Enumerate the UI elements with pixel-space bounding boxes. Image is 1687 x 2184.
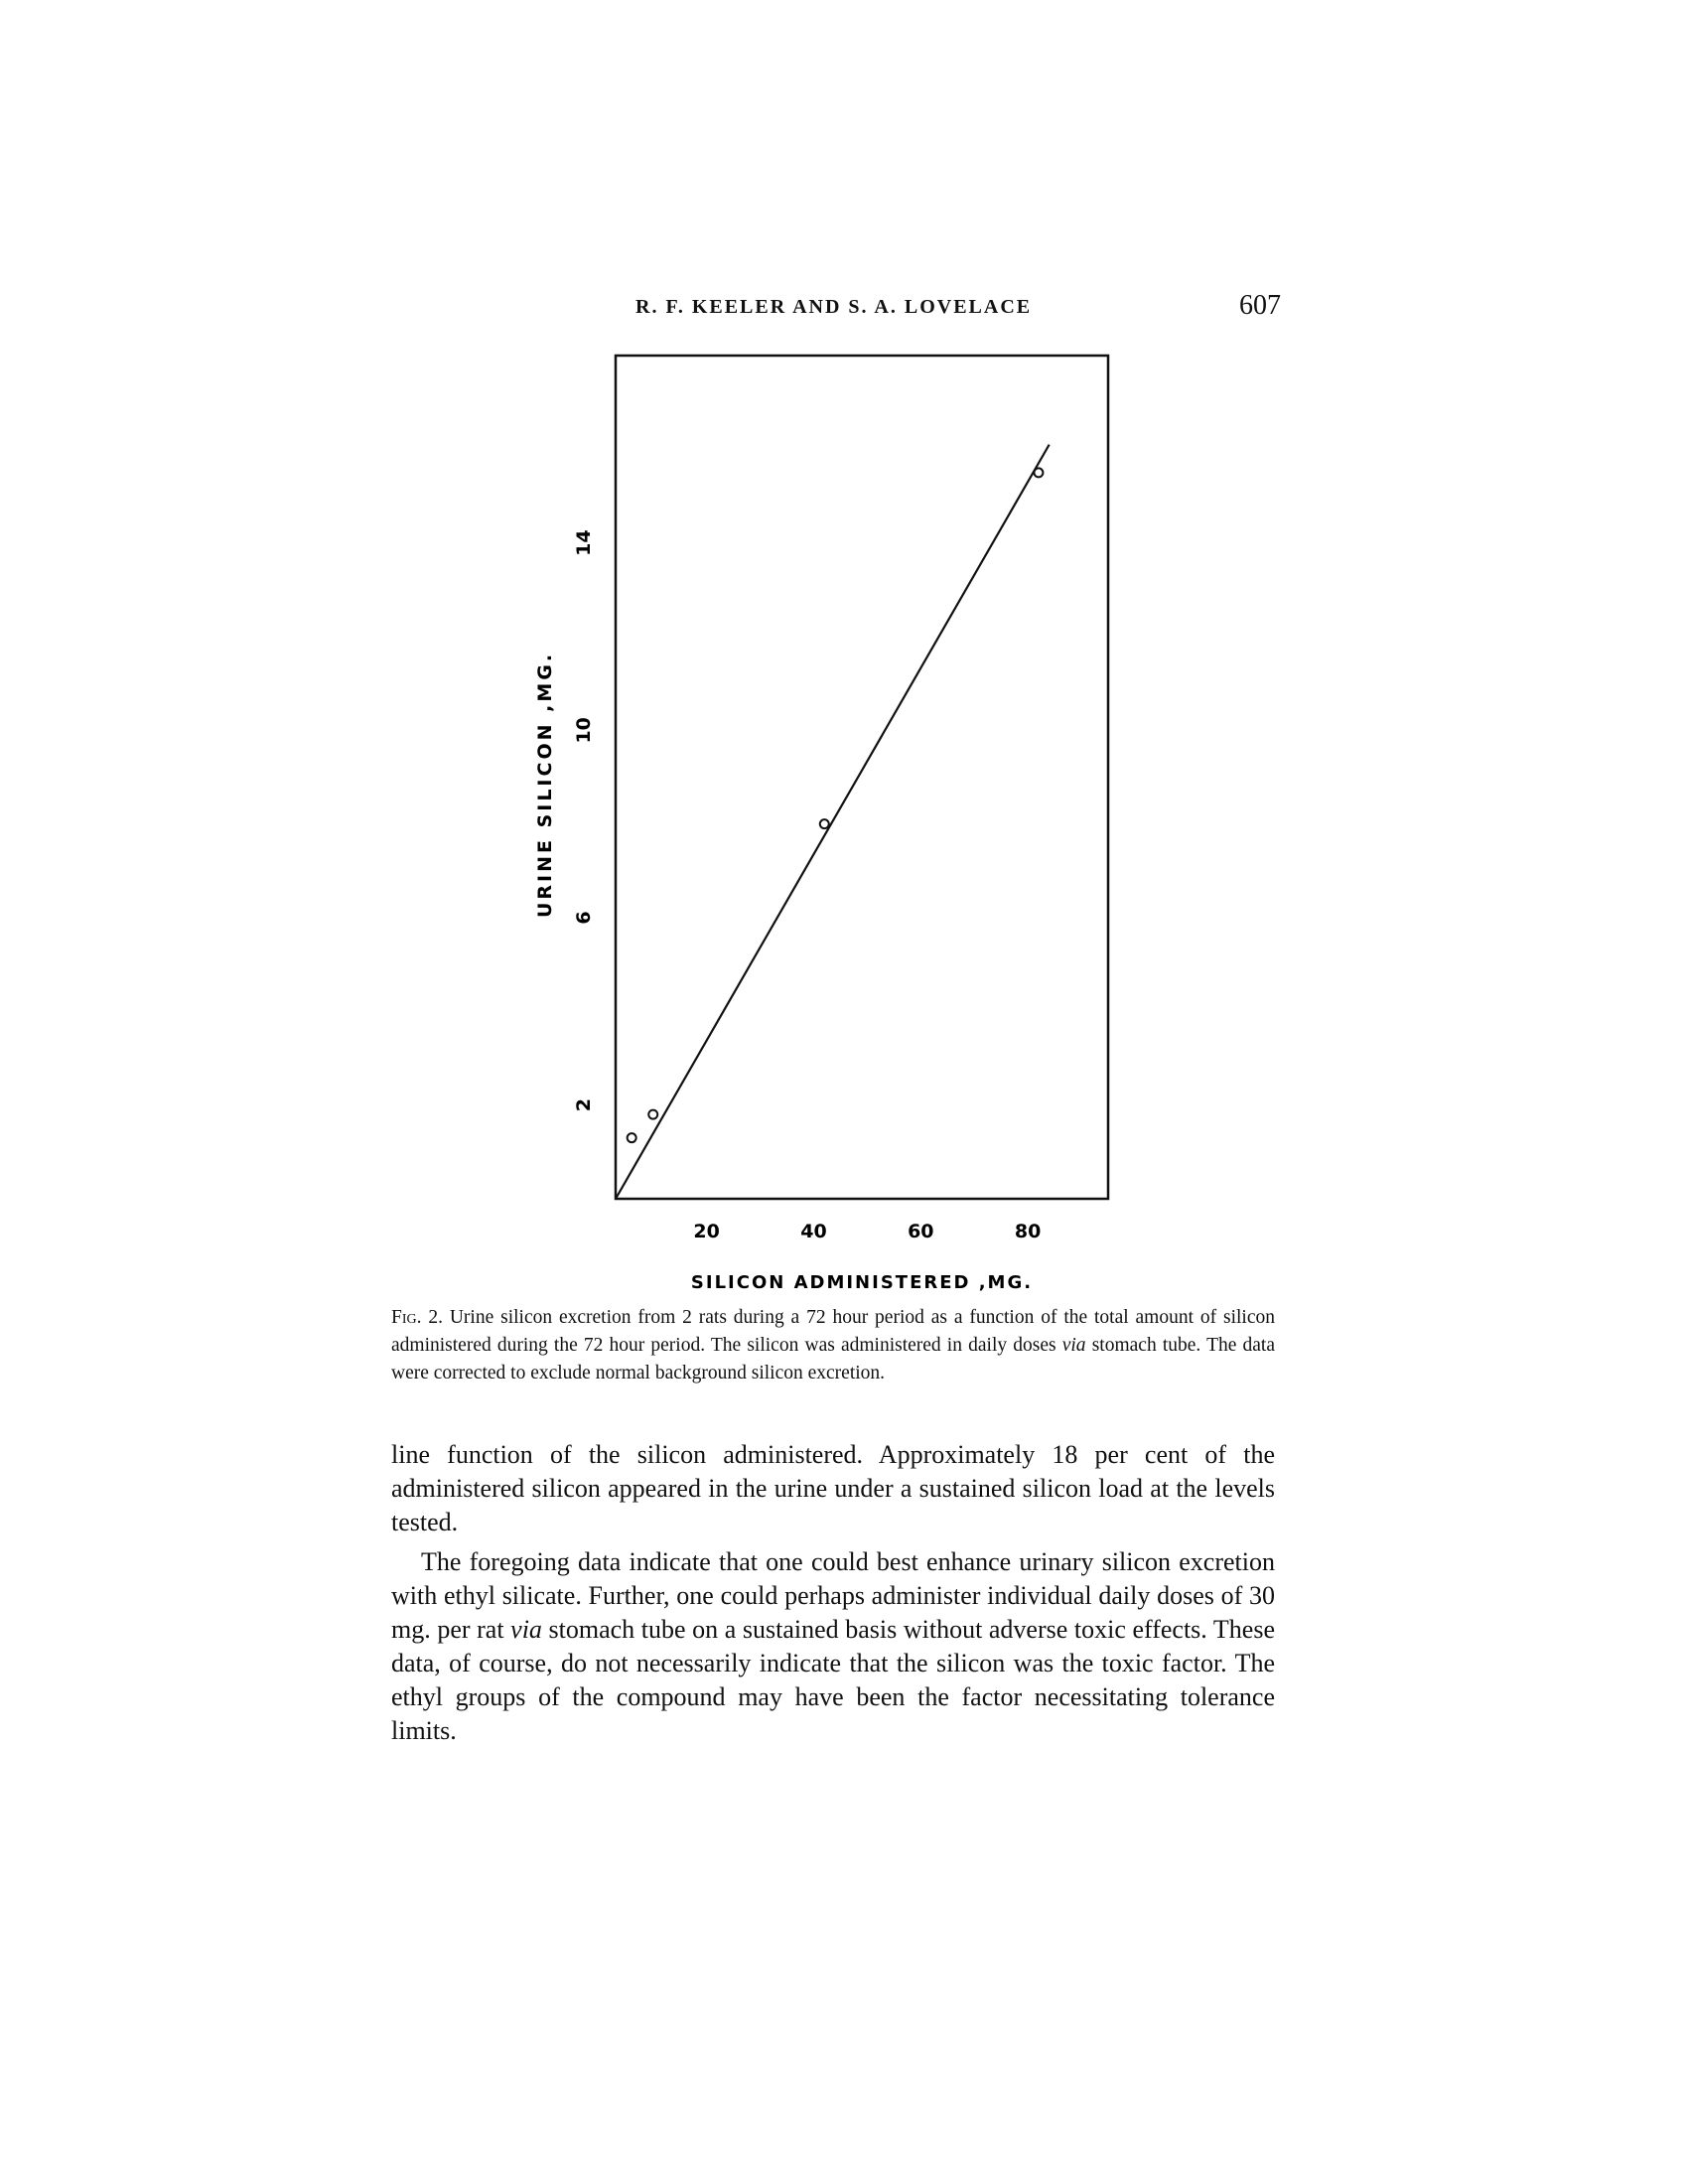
y-tick-14: 14 [573,529,595,556]
regression-line [616,445,1050,1199]
y-tick-labels [573,529,595,1111]
y-tick-10: 10 [573,717,595,744]
data-point-1 [628,1133,636,1142]
x-tick-20: 20 [693,1221,720,1242]
data-points [628,468,1044,1142]
caption-label: Fig. 2. [391,1307,443,1328]
x-tick-labels [693,1221,1041,1242]
y-tick-2: 2 [573,1098,595,1112]
data-point-3 [820,819,829,828]
caption-text-end: stomach tube. The data were corrected to exclude normal background silicon excretion. [391,1335,1276,1383]
paragraph-1: line function of the silicon administered. Approximately 18 per cent of the administered silicon appeared in the urine under a sustained silicon load at the levels tested. [391,1440,1275,1536]
caption-italic: via [1061,1335,1086,1356]
data-point-4 [1034,468,1043,477]
x-axis-label: SILICON ADMINISTERED ,MG. [690,1272,1034,1291]
running-head-authors: R. F. KEELER AND S. A. LOVELACE [635,296,1033,318]
paragraph-2 [391,1545,1275,1748]
body-text [391,1438,1275,1748]
paragraph-2-text: The foregoing data indicate that one could best enhance urinary silicon excretion with ethyl silicate. Further, one could perhaps administer individual daily doses of 30 mg. per rat [391,1547,1275,1644]
x-tick-80: 80 [1014,1221,1042,1242]
page-number: 607 [1239,290,1281,321]
paragraph-2-text-end: stomach tube on a sustained basis without adverse toxic effects. These data, of course, do not necessarily indicate that the silicon was the toxic factor. The ethyl groups of the compound may have been the factor necessitating tolerance limits. [391,1615,1276,1745]
figure-caption [391,1304,1275,1387]
data-point-2 [648,1110,657,1119]
y-axis-label: URINE SILICON ,MG. [534,651,556,919]
paragraph-2-italic: via [510,1615,542,1644]
x-tick-60: 60 [908,1221,934,1242]
y-tick-6: 6 [573,911,595,925]
x-tick-40: 40 [800,1221,827,1242]
caption-text: Urine silicon excretion from 2 rats during a 72 hour period as a function of the total amount of silicon administered during the 72 hour period. The silicon was administered in daily doses [391,1307,1275,1356]
